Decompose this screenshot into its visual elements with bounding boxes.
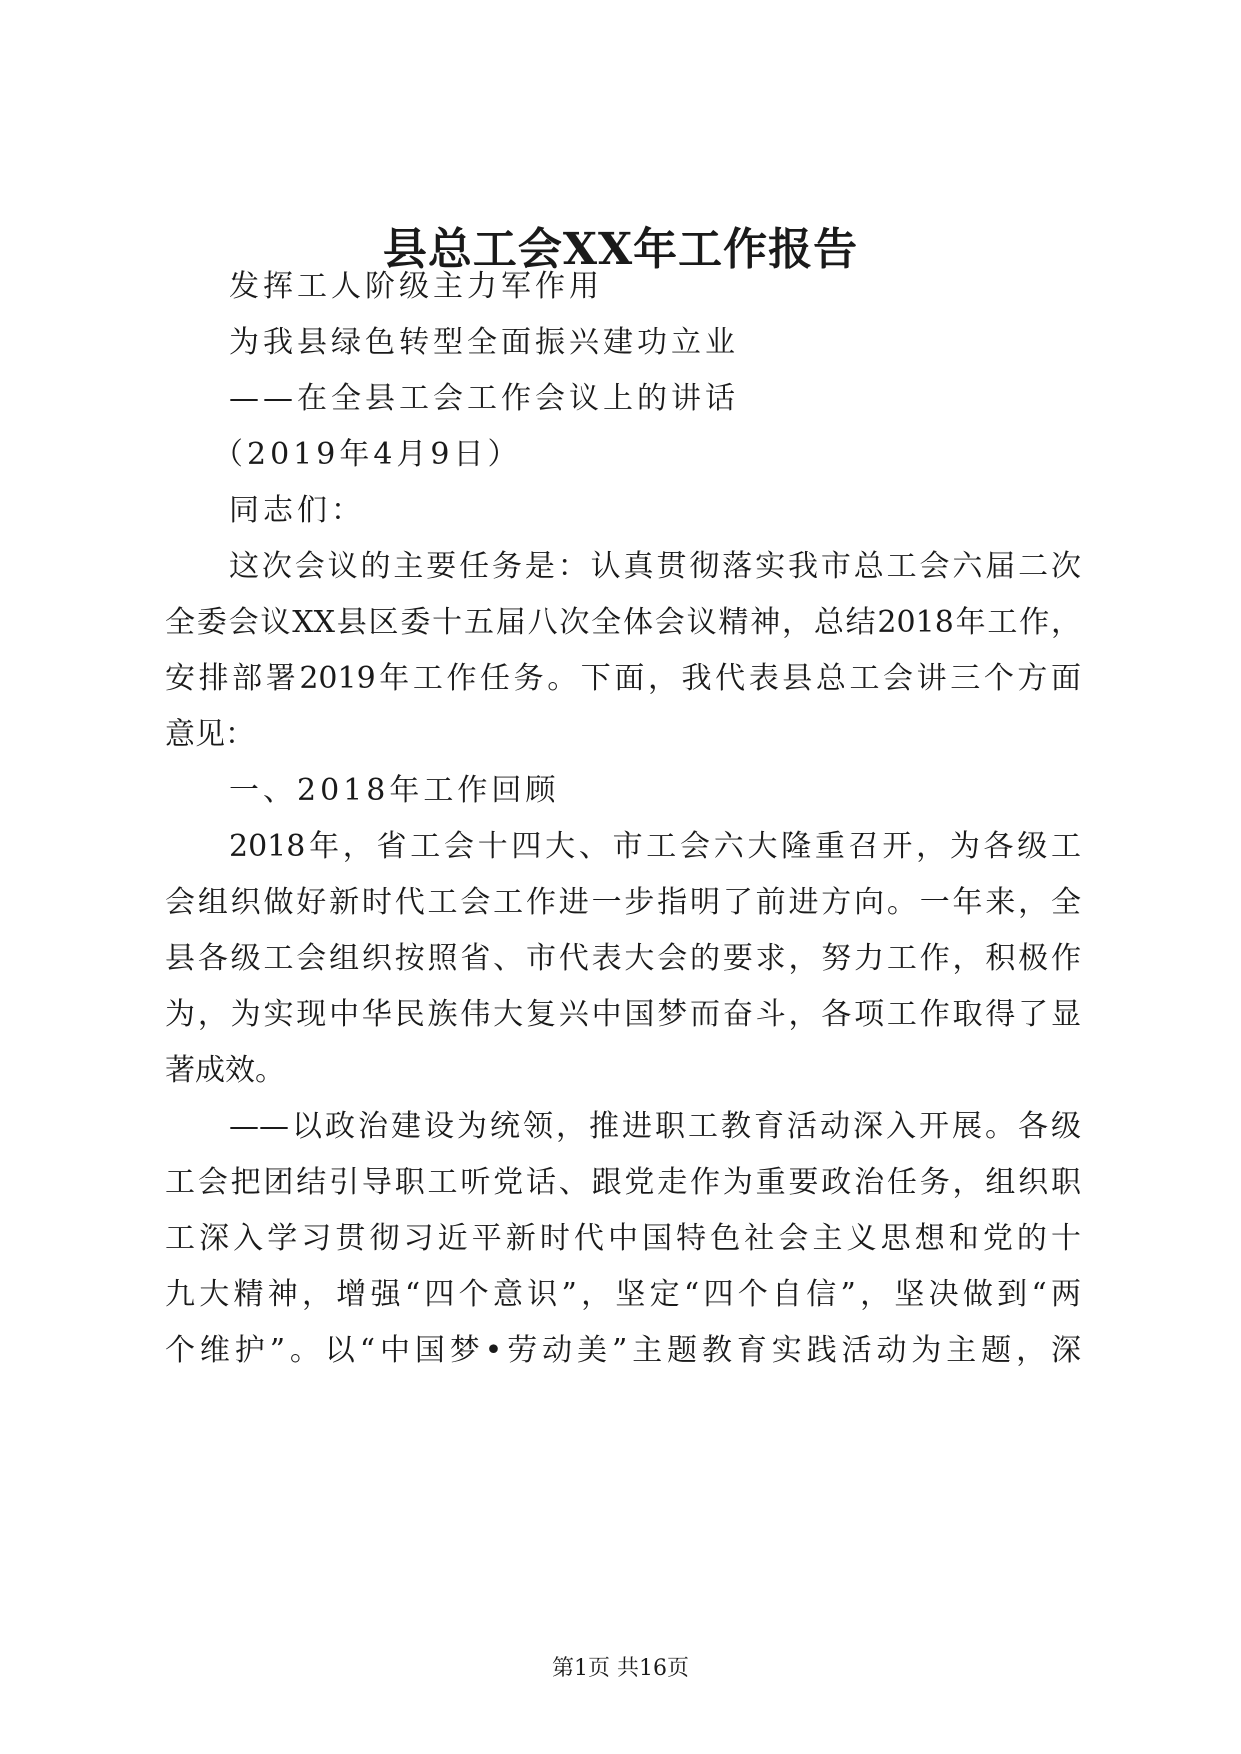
- paragraph-3-line: ——以政治建设为统领，推进职工教育活动深入开展。各级: [229, 1109, 1081, 1144]
- paragraph-2-line: 县各级工会组织按照省、市代表大会的要求，努力工作，积极作: [165, 941, 1081, 976]
- salutation: 同志们：: [229, 493, 365, 528]
- speech-date: （2019年4月9日）: [213, 437, 522, 472]
- page-indicator: 第1页 共16页: [552, 1656, 689, 1681]
- document-title: 县总工会XX年工作报告: [382, 224, 859, 275]
- paragraph-1-line: 安排部署2019年工作任务。下面，我代表县总工会讲三个方面: [165, 661, 1081, 696]
- subtitle-line-3: ——在全县工会工作会议上的讲话: [229, 381, 739, 416]
- paragraph-1-line: 这次会议的主要任务是：认真贯彻落实我市总工会六届二次: [229, 549, 1081, 584]
- paragraph-1-line: 意见：: [165, 717, 255, 752]
- subtitle-line-1: 发挥工人阶级主力军作用: [229, 269, 603, 304]
- paragraph-2-line: 著成效。: [165, 1053, 285, 1088]
- paragraph-3-line: 工会把团结引导职工听党话、跟党走作为重要政治任务，组织职: [165, 1165, 1081, 1200]
- paragraph-2-line: 2018年，省工会十四大、市工会六大隆重召开，为各级工: [229, 829, 1081, 864]
- paragraph-3-line: 九大精神，增强“四个意识”，坚定“四个自信”，坚决做到“两: [165, 1277, 1081, 1312]
- section-heading-1: 一、2018年工作回顾: [229, 773, 560, 808]
- paragraph-3-line: 个维护”。以“中国梦•劳动美”主题教育实践活动为主题，深: [165, 1333, 1081, 1368]
- paragraph-2-line: 会组织做好新时代工会工作进一步指明了前进方向。一年来，全: [165, 885, 1081, 920]
- subtitle-line-2: 为我县绿色转型全面振兴建功立业: [229, 325, 739, 360]
- paragraph-3-line: 工深入学习贯彻习近平新时代中国特色社会主义思想和党的十: [165, 1221, 1081, 1256]
- paragraph-1-line: 全委会议XX县区委十五届八次全体会议精神，总结2018年工作，: [165, 605, 1081, 640]
- paragraph-2-line: 为，为实现中华民族伟大复兴中国梦而奋斗，各项工作取得了显: [165, 997, 1081, 1032]
